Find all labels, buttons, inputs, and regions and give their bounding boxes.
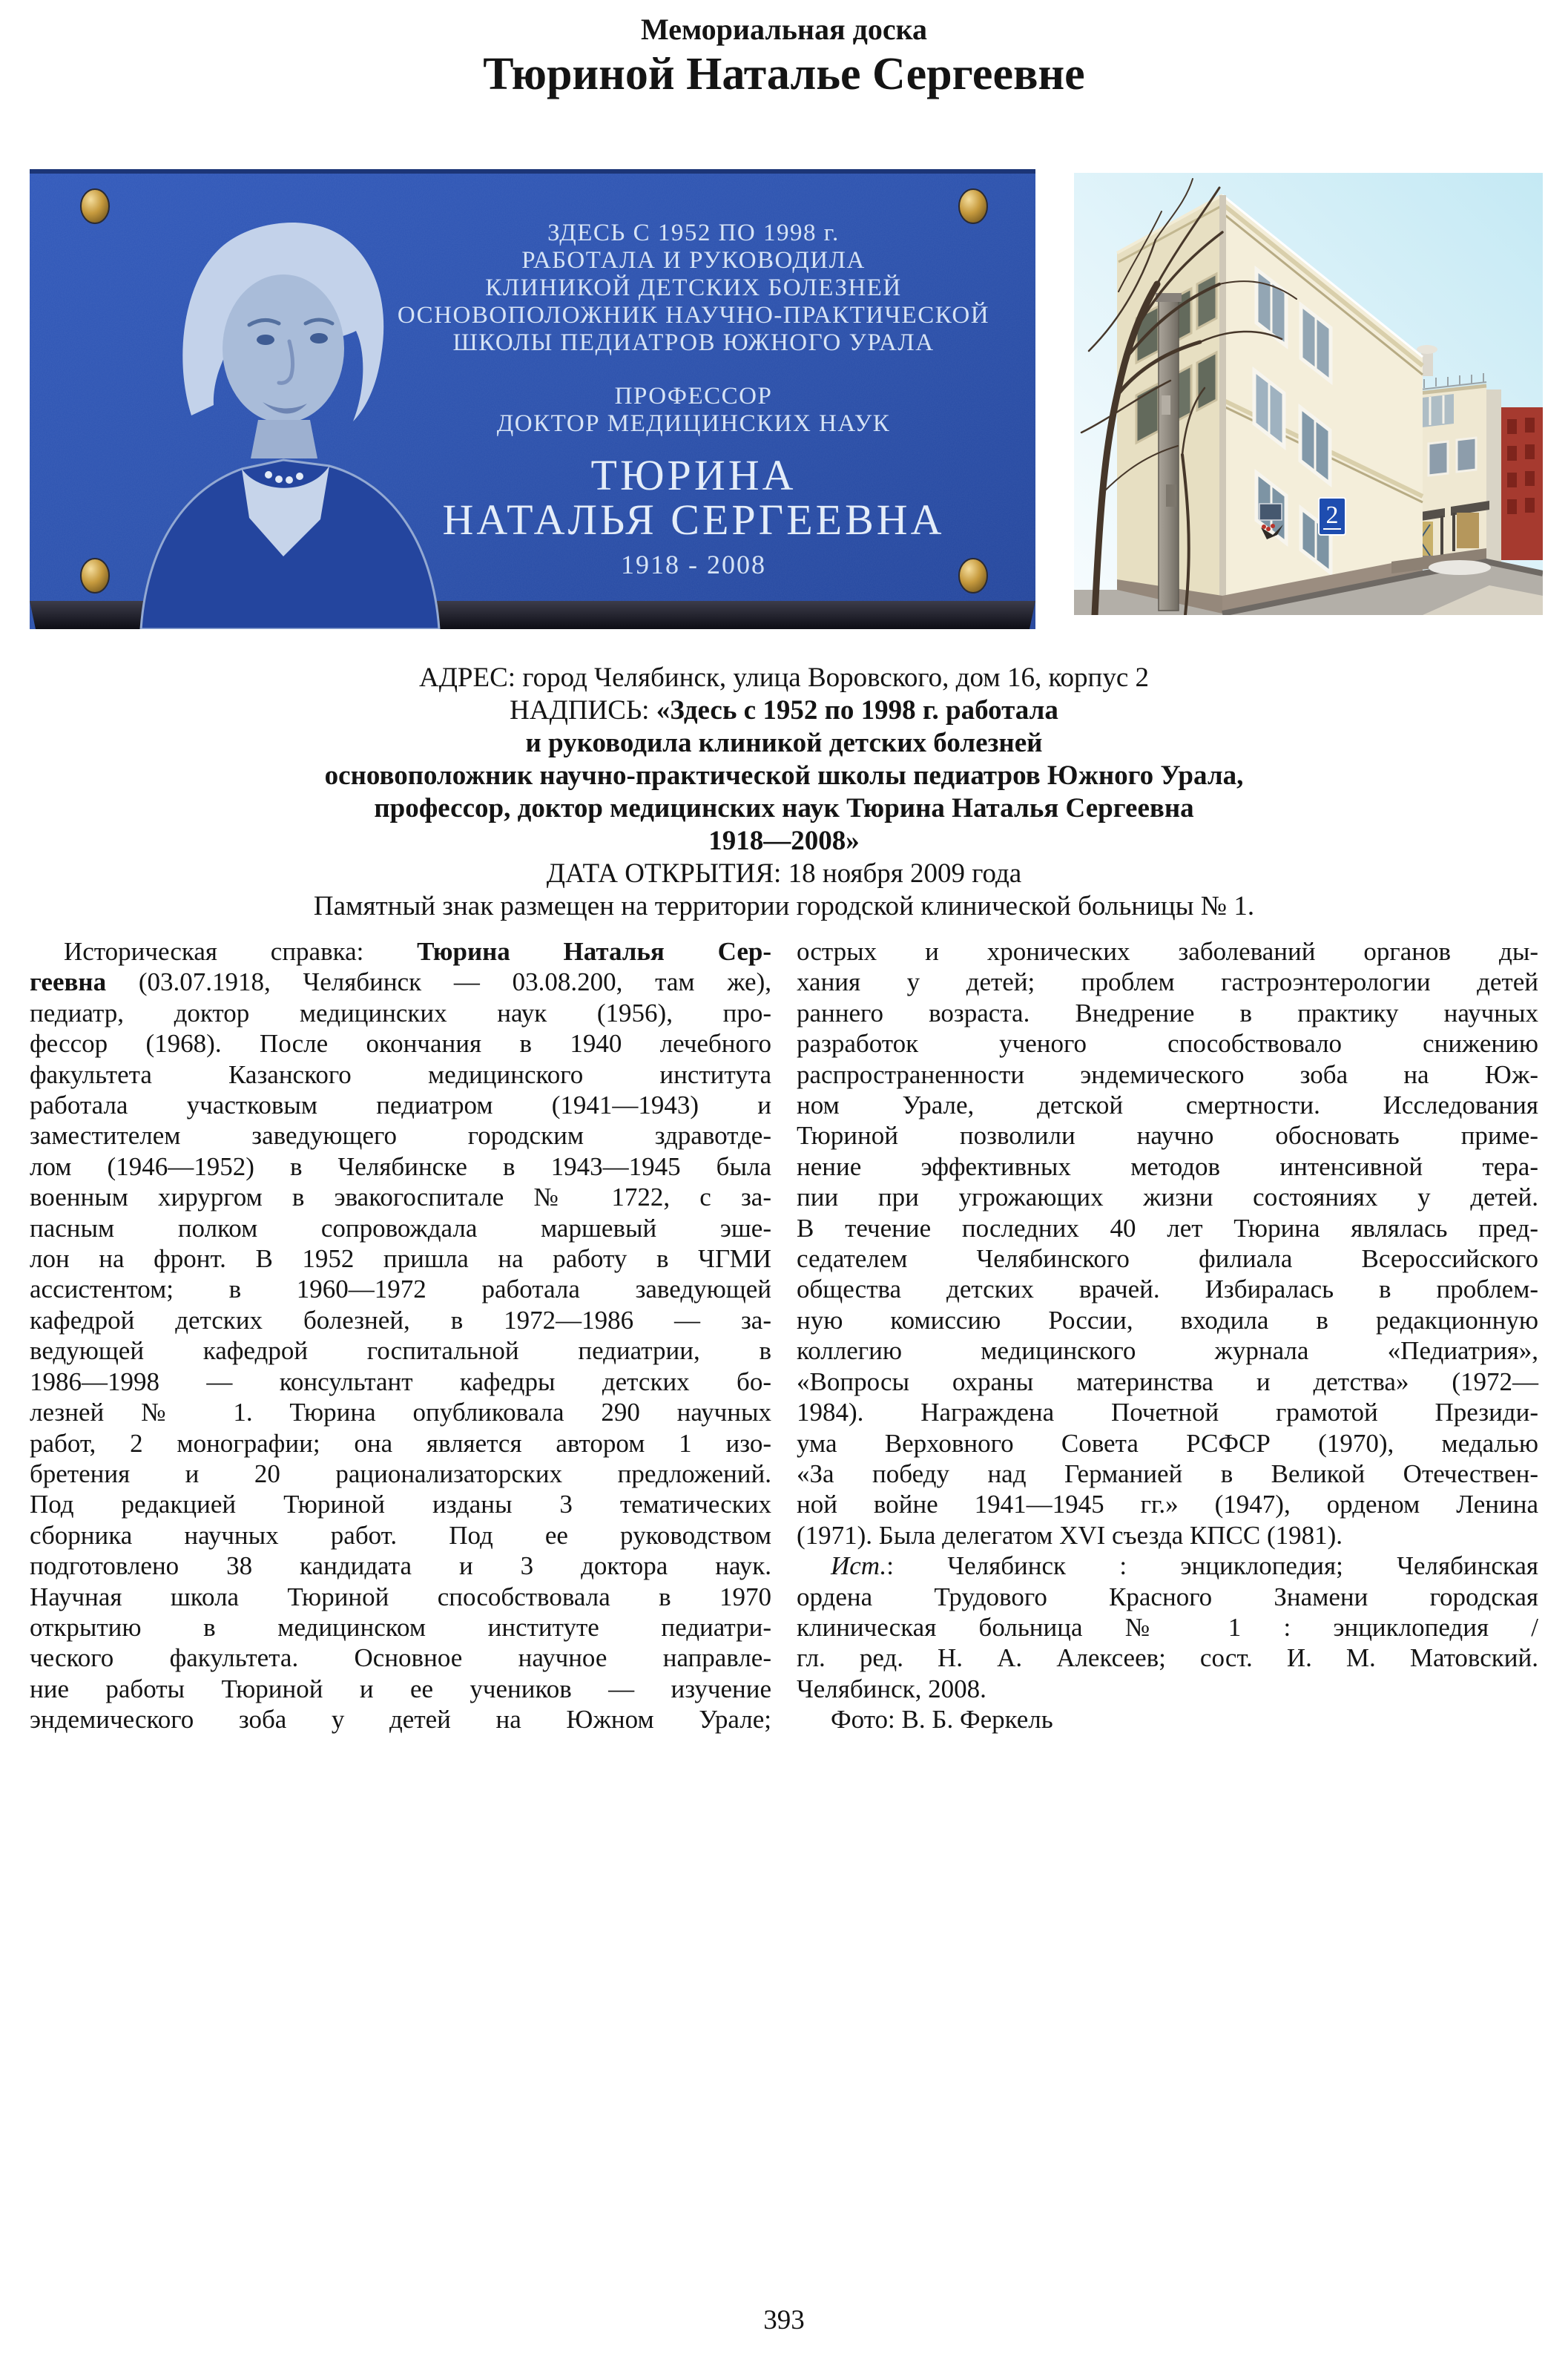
plaque-years: 1918 - 2008	[621, 550, 766, 579]
text-line: ассистентом; в 1960—1972 работала заведующей	[30, 1275, 771, 1304]
text-line: разработок ученого способствовало снижению	[797, 1029, 1538, 1059]
text-line: бретения и 20 рационализаторских предложений.	[30, 1459, 771, 1488]
text-line: острых и хронических заболеваний органов ды-	[797, 937, 1538, 966]
inscription-line: ДАТА ОТКРЫТИЯ: 18 ноября 2009 года	[546, 858, 1022, 889]
text-line: распространенности эндемического зоба на Юж-	[797, 1059, 1538, 1089]
text-line: нение эффективных методов интенсивной тера-	[797, 1151, 1538, 1181]
text-line: «Вопросы охраны материнства и детства» (1972—	[797, 1367, 1538, 1396]
text-line: Ист.: Челябинск : энциклопедия; Челябинская	[831, 1551, 1538, 1581]
text-line: 1984). Награждена Почетной грамотой Президи-	[797, 1398, 1538, 1427]
text-line: ческого факультета. Основное научное направле-	[30, 1643, 771, 1673]
page-number: 393	[763, 2305, 805, 2335]
text-line: ума Верховного Совета РСФСР (1970), медалью	[797, 1428, 1538, 1458]
text-line: военным хирургом в эвакогоспитале № 1722, с за-	[30, 1183, 771, 1212]
plaque-line-3: КЛИНИКОЙ ДЕТСКИХ БОЛЕЗНЕЙ	[485, 274, 902, 301]
inscription-line: основоположник научно-практической школы педиатров Южного Урала,	[324, 760, 1244, 791]
article-columns	[30, 936, 1538, 1735]
text-line: кафедрой детских болезней, в 1972—1986 — за-	[30, 1305, 771, 1335]
text-line: заместителем заведующего городским здравотде-	[30, 1121, 771, 1151]
header-kicker: Мемориальная доска	[640, 13, 928, 46]
text-line: ной войне 1941—1945 гг.» (1947), орденом Ленина	[797, 1490, 1538, 1519]
inscription-line: 1918—2008»	[708, 826, 860, 856]
plaque-surname: ТЮРИНА	[590, 451, 797, 499]
inscription-line: Памятный знак размещен на территории городской клинической больницы № 1.	[313, 891, 1255, 921]
text-line: ведующей кафедрой госпитальной педиатрии, в	[30, 1336, 771, 1366]
text-line: геевна (03.07.1918, Челябинск — 03.08.200, там же),	[30, 967, 771, 997]
text-line: «За победу над Германией в Великой Отечествен-	[797, 1459, 1538, 1488]
text-line: лон на фронт. В 1952 пришла на работу в ЧГМИ	[30, 1244, 771, 1274]
text-line: Историческая справка: Тюрина Наталья Сер-	[64, 937, 771, 966]
inscription-line: НАДПИСЬ: «Здесь с 1952 по 1998 г. работала	[510, 695, 1058, 726]
text-line: работала участковым педиатром (1941—1943) и	[30, 1091, 771, 1120]
text-line: пасным полком сопровождала маршевый эше-	[30, 1213, 771, 1243]
text-line: работ, 2 монографии; она является автором 1 изо-	[30, 1428, 771, 1458]
text-line: В течение последних 40 лет Тюрина являлась пред-	[797, 1213, 1538, 1243]
text-line: фессор (1968). После окончания в 1940 лечебного	[30, 1029, 771, 1059]
text-line: Под редакцией Тюриной изданы 3 тематических	[30, 1490, 771, 1519]
column-left	[30, 936, 771, 1735]
text-line: Научная школа Тюриной способствовала в 1970	[30, 1582, 771, 1611]
text-line: педиатр, доктор медицинских наук (1956), про-	[30, 998, 771, 1028]
inscription-line: профессор, доктор медицинских наук Тюрина Наталья Сергеевна	[374, 793, 1194, 823]
text-line: общества детских врачей. Избиралась в проблем-	[797, 1275, 1538, 1304]
plaque-line-4: ОСНОВОПОЛОЖНИК НАУЧНО-ПРАКТИЧЕСКОЙ	[397, 302, 990, 329]
plaque-name-patronymic: НАТАЛЬЯ СЕРГЕЕВНА	[442, 496, 945, 544]
plaque-line-2: РАБОТАЛА И РУКОВОДИЛА	[521, 247, 866, 274]
text-line: лом (1946—1952) в Челябинске в 1943—1945 была	[30, 1151, 771, 1181]
plaque-rank-2: ДОКТОР МЕДИЦИНСКИХ НАУК	[496, 410, 891, 437]
text-line: эндемического зоба у детей на Южном Урале;	[30, 1705, 771, 1735]
text-line: хания у детей; проблем гастроэнтерологии детей	[797, 967, 1538, 997]
text-line: подготовлено 38 кандидата и 3 доктора наук.	[30, 1551, 771, 1581]
text-line: Фото: В. Б. Феркель	[831, 1705, 1053, 1735]
screw-icon	[81, 559, 109, 593]
text-line: клиническая больница № 1 : энциклопедия /	[797, 1612, 1538, 1642]
inscription-block	[30, 662, 1538, 923]
text-line: пии при угрожающих жизни состояниях у детей.	[797, 1183, 1538, 1212]
text-line: раннего возраста. Внедрение в практику научных	[797, 998, 1538, 1028]
photos-row	[30, 169, 1543, 629]
building-photo	[1074, 173, 1543, 615]
page-title: Тюриной Наталье Сергеевне	[483, 49, 1085, 99]
text-line: открытию в медицинском институте педиатри-	[30, 1612, 771, 1642]
text-line: (1971). Была делегатом XVI съезда КПСС (1981).	[797, 1520, 1343, 1550]
plaque-rank-1: ПРОФЕССОР	[614, 383, 773, 410]
text-line: ордена Трудового Красного Знамени городская	[797, 1582, 1538, 1611]
plaque-line-1: ЗДЕСЬ С 1952 ПО 1998 г.	[547, 220, 840, 246]
inscription-line: и руководила клиникой детских болезней	[525, 728, 1043, 758]
text-line: седателем Челябинского филиала Всероссийского	[797, 1244, 1538, 1274]
text-line: 1986—1998 — консультант кафедры детских бо-	[30, 1367, 771, 1396]
text-line: факультета Казанского медицинского института	[30, 1059, 771, 1089]
house-number-sign	[1319, 498, 1345, 535]
house-number: 2	[1325, 502, 1339, 529]
screw-icon	[81, 189, 109, 223]
text-line: лезней № 1. Тюрина опубликовала 290 научных	[30, 1398, 771, 1427]
text-line: Тюриной позволили научно обосновать приме-	[797, 1121, 1538, 1151]
text-line: сборника научных работ. Под ее руководством	[30, 1520, 771, 1550]
text-line: ние работы Тюриной и ее учеников — изучение	[30, 1674, 771, 1703]
screw-icon	[959, 189, 987, 223]
text-line: коллегию медицинского журнала «Педиатрия»,	[797, 1336, 1538, 1366]
text-line: Челябинск, 2008.	[797, 1674, 986, 1703]
red-brick-building	[1501, 407, 1543, 560]
column-right	[797, 936, 1538, 1735]
text-line: гл. ред. Н. А. Алексеев; сост. И. М. Матовский.	[797, 1643, 1538, 1673]
memorial-plaque-photo	[30, 169, 1035, 629]
text-line: ную комиссию России, входила в редакционную	[797, 1305, 1538, 1335]
plaque-line-5: ШКОЛЫ ПЕДИАТРОВ ЮЖНОГО УРАЛА	[452, 329, 935, 356]
inscription-line: АДРЕС: город Челябинск, улица Воровского, дом 16, корпус 2	[418, 663, 1150, 693]
text-line: ном Урале, детской смертности. Исследования	[797, 1091, 1538, 1120]
screw-icon	[959, 559, 987, 593]
